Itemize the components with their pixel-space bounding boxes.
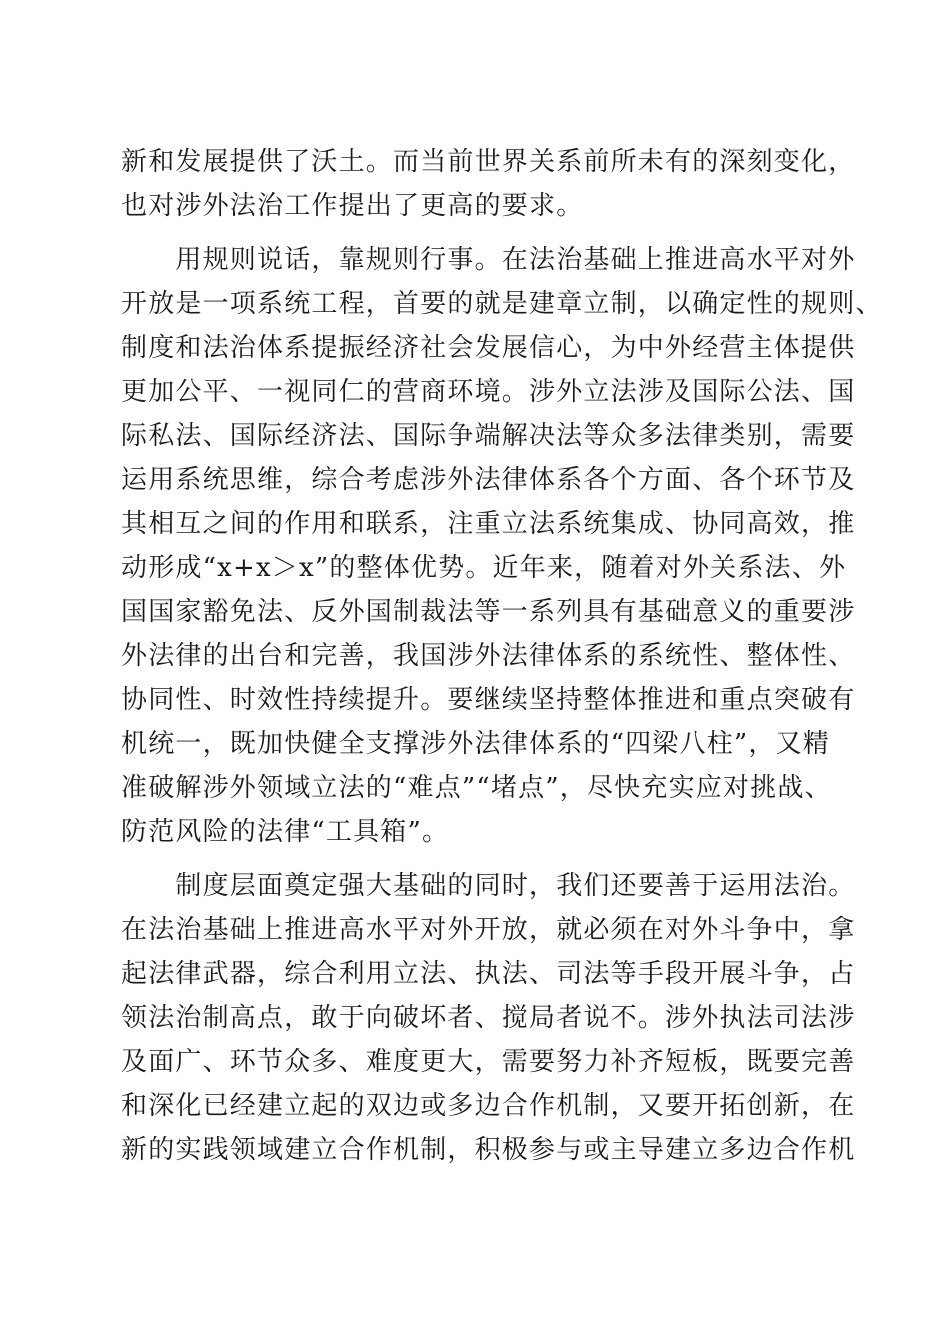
text-line: 在法治基础上推进高水平对外开放，就必须在对外斗争中，拿 xyxy=(121,915,856,945)
text-line: 际私法、国际经济法、国际争端解决法等众多法律类别，需要 xyxy=(121,421,856,451)
text-line: 协同性、时效性持续提升。要继续坚持整体推进和重点突破有 xyxy=(121,685,856,715)
text-line: 防范风险的法律“工具箱”。 xyxy=(121,817,450,847)
text-line: 领法治制高点，敢于向破坏者、搅局者说不。涉外执法司法涉 xyxy=(121,1003,856,1033)
text-line: 其相互之间的作用和联系，注重立法系统集成、协同高效，推 xyxy=(121,509,856,539)
text-line: 准破解涉外领域立法的“难点”“堵点”，尽快充实应对挑战、 xyxy=(121,773,832,803)
text-line: 动形成“x+x＞x”的整体优势。近年来，随着对外关系法、外 xyxy=(121,553,847,583)
text-line: 运用系统思维，综合考虑涉外法律体系各个方面、各个环节及 xyxy=(121,465,856,495)
text-line: 及面广、环节众多、难度更大，需要努力补齐短板，既要完善 xyxy=(121,1047,856,1077)
text-line: 机统一，既加快健全支撑涉外法律体系的“四梁八柱”，又精 xyxy=(121,729,830,759)
text-line: 制度层面奠定强大基础的同时，我们还要善于运用法治。 xyxy=(121,871,856,901)
text-line: 开放是一项系统工程，首要的就是建章立制，以确定性的规则、 xyxy=(121,289,883,319)
paragraph-gap xyxy=(121,854,833,864)
text-line: 更加公平、一视同仁的营商环境。涉外立法涉及国际公法、国 xyxy=(121,377,856,407)
document-body xyxy=(121,140,883,1172)
text-line: 新和发展提供了沃土。而当前世界关系前所未有的深刻变化， xyxy=(121,147,856,177)
text-line: 和深化已经建立起的双边或多边合作机制，又要开拓创新，在 xyxy=(121,1091,856,1121)
text-line: 国国家豁免法、反外国制裁法等一系列具有基础意义的重要涉 xyxy=(121,597,856,627)
text-line: 制度和法治体系提振经济社会发展信心，为中外经营主体提供 xyxy=(121,333,856,363)
paragraph-gap xyxy=(121,228,833,238)
text-line: 也对涉外法治工作提出了更高的要求。 xyxy=(121,191,584,221)
text-line: 起法律武器，综合利用立法、执法、司法等手段开展斗争，占 xyxy=(121,959,856,989)
text-line: 外法律的出台和完善，我国涉外法律体系的系统性、整体性、 xyxy=(121,641,856,671)
text-line: 用规则说话，靠规则行事。在法治基础上推进高水平对外 xyxy=(121,245,856,275)
text-line: 新的实践领域建立合作机制，积极参与或主导建立多边合作机 xyxy=(121,1135,856,1165)
